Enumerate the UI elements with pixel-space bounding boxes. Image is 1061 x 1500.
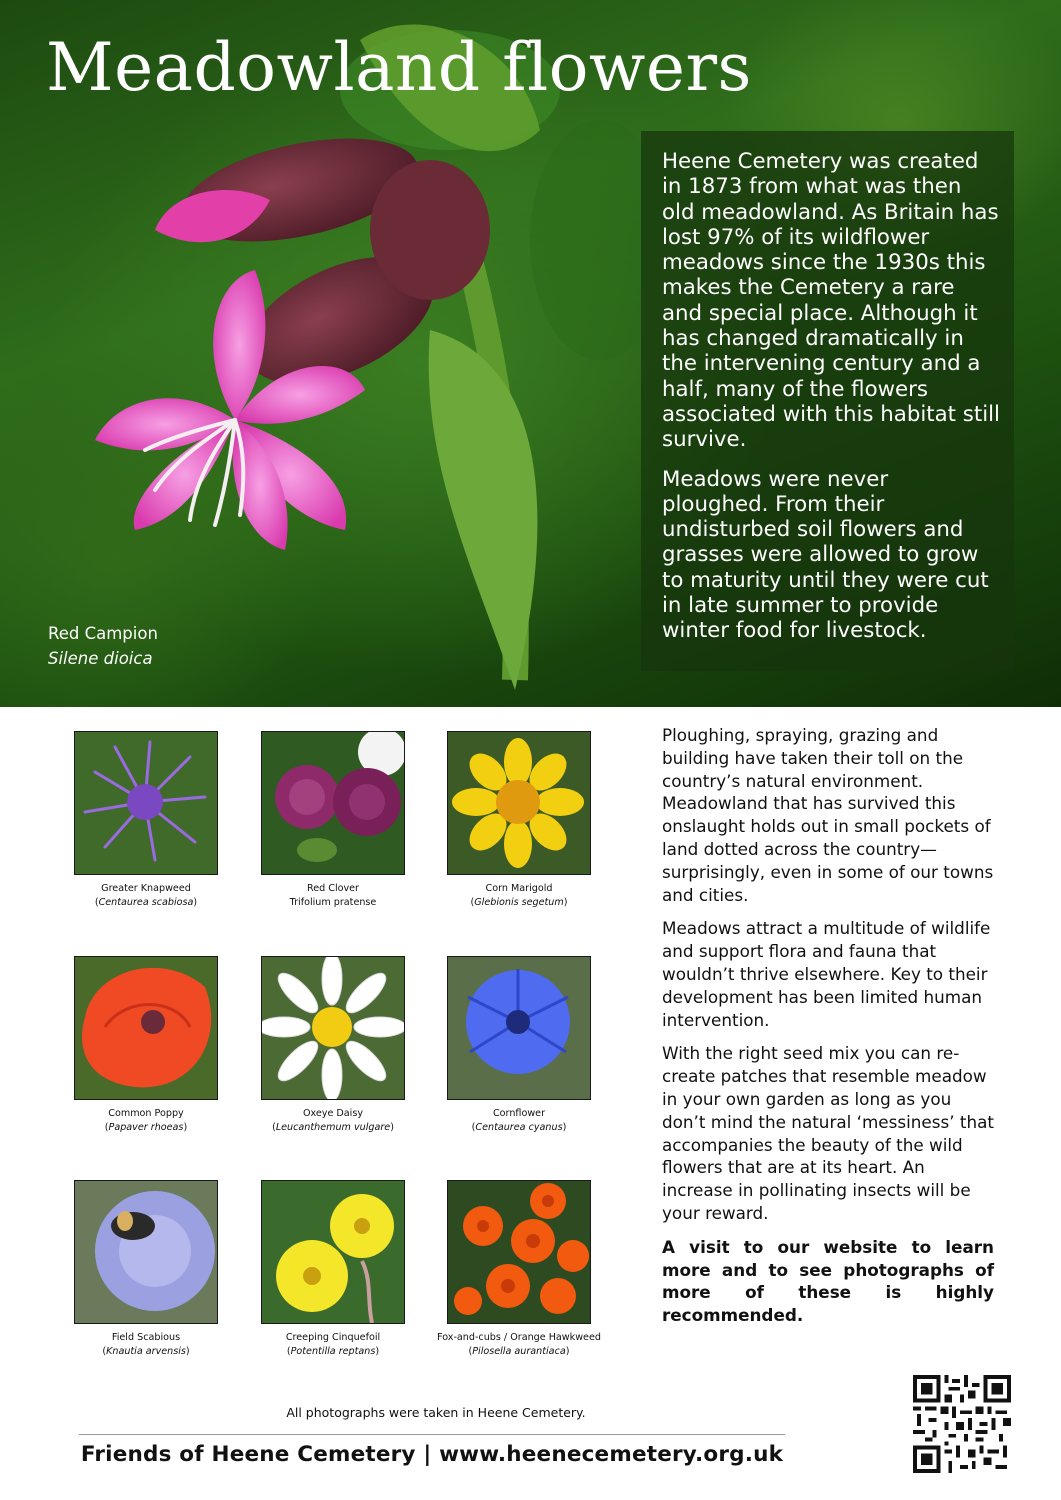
flower-latin-name: (Potentilla reptans) — [286, 1346, 380, 1357]
flower-caption — [241, 1331, 425, 1359]
flower-latin-name: (Leucanthemum vulgare) — [272, 1122, 394, 1133]
body-paragraph: Ploughing, spraying, grazing and building have taken their toll on the country’s natural environment. Meadowland that has survived this onslaught holds out in small pockets of land dotted across the country—surprisingly, even in some of our towns and cities. — [662, 725, 994, 905]
flower-caption — [427, 882, 611, 910]
flower-latin-name: (Knautia arvensis) — [102, 1346, 190, 1357]
flower-latin-name: (Centaurea cyanus) — [471, 1122, 567, 1133]
flower-tile — [447, 956, 591, 1135]
flower-tile — [261, 1180, 405, 1359]
flower-tile — [74, 1180, 218, 1359]
page-title: Meadowland flowers — [46, 29, 752, 106]
cornflower-photo — [447, 956, 591, 1100]
greater-knapweed-photo — [74, 731, 218, 875]
flower-caption — [54, 882, 238, 910]
flower-caption — [427, 1107, 611, 1135]
footer-divider — [79, 1434, 785, 1435]
flower-common-name: Creeping Cinquefoil — [285, 1332, 381, 1343]
flower-common-name: Greater Knapweed — [101, 883, 191, 894]
caption-common-name: Red Campion — [48, 624, 158, 643]
flower-tile — [74, 956, 218, 1135]
flower-tile — [261, 731, 405, 910]
flower-latin-name: (Pilosella aurantiaca) — [468, 1346, 570, 1357]
flower-common-name: Oxeye Daisy — [302, 1108, 364, 1119]
body-paragraph: With the right seed mix you can re-create patches that resemble meadow in your own garden as long as you don’t mind the natural ‘messiness’ that accompanies the beauty of the wild flowers that are at its heart. An increase in pollinating insects will be your reward. — [662, 1043, 994, 1223]
flower-common-name: Common Poppy — [108, 1108, 184, 1119]
flower-common-name: Red Clover — [306, 883, 360, 894]
qr-code-icon — [913, 1375, 1011, 1473]
hero-photo-caption — [48, 621, 158, 671]
flower-tile — [447, 731, 591, 910]
orange-hawkweed-photo — [447, 1180, 591, 1324]
flower-tile — [74, 731, 218, 910]
website-recommendation: A visit to our website to learn more and to see photographs of more of these is highly recommended. — [662, 1236, 994, 1326]
intro-paragraph: Heene Cemetery was created in 1873 from what was then old meadowland. As Britain has lost 97% of its wildflower meadows since the 1930s this makes the Cemetery a rare and special place. Although it has changed dramatically in the intervening century and a half, many of the flowers associated with this habitat still survive. — [662, 149, 1000, 453]
flower-tile — [261, 956, 405, 1135]
flower-caption — [54, 1107, 238, 1135]
intro-paragraph: Meadows were never ploughed. From their undisturbed soil flowers and grasses were allowed to grow to maturity until they were cut in late summer to provide winter food for livestock. — [662, 466, 989, 644]
flower-latin-name: (Centaurea scabiosa) — [94, 897, 198, 908]
flower-latin-name: (Papaver rhoeas) — [104, 1122, 188, 1133]
hero-banner — [0, 0, 1061, 707]
flower-common-name: Cornflower — [492, 1108, 546, 1119]
corn-marigold-photo — [447, 731, 591, 875]
creeping-cinquefoil-photo — [261, 1180, 405, 1324]
flower-common-name: Field Scabious — [111, 1332, 181, 1343]
flower-caption — [241, 1107, 425, 1135]
oxeye-daisy-photo — [261, 956, 405, 1100]
field-scabious-photo — [74, 1180, 218, 1324]
flower-caption — [54, 1331, 238, 1359]
flower-latin-name: Trifolium pratense — [289, 897, 377, 908]
photo-credit-note: All photographs were taken in Heene Cemetery. — [286, 1405, 586, 1420]
flower-caption — [241, 882, 425, 910]
body-text-column — [662, 724, 994, 1338]
caption-latin-name: Silene dioica — [48, 649, 153, 668]
common-poppy-photo — [74, 956, 218, 1100]
flower-common-name: Corn Marigold — [485, 883, 553, 894]
flower-caption — [427, 1331, 611, 1359]
intro-text-panel — [641, 131, 1014, 671]
body-paragraph: Meadows attract a multitude of wildlife and support flora and fauna that wouldn’t thrive elsewhere. Key to their development has been limited human intervention. — [662, 918, 991, 1030]
flower-tile — [437, 1180, 601, 1359]
flower-latin-name: (Glebionis segetum) — [470, 897, 568, 908]
red-clover-photo — [261, 731, 405, 875]
footer-organisation-url: Friends of Heene Cemetery | www.heenecemetery.org.uk — [80, 1442, 784, 1467]
flower-common-name: Fox-and-cubs / Orange Hawkweed — [437, 1332, 601, 1343]
